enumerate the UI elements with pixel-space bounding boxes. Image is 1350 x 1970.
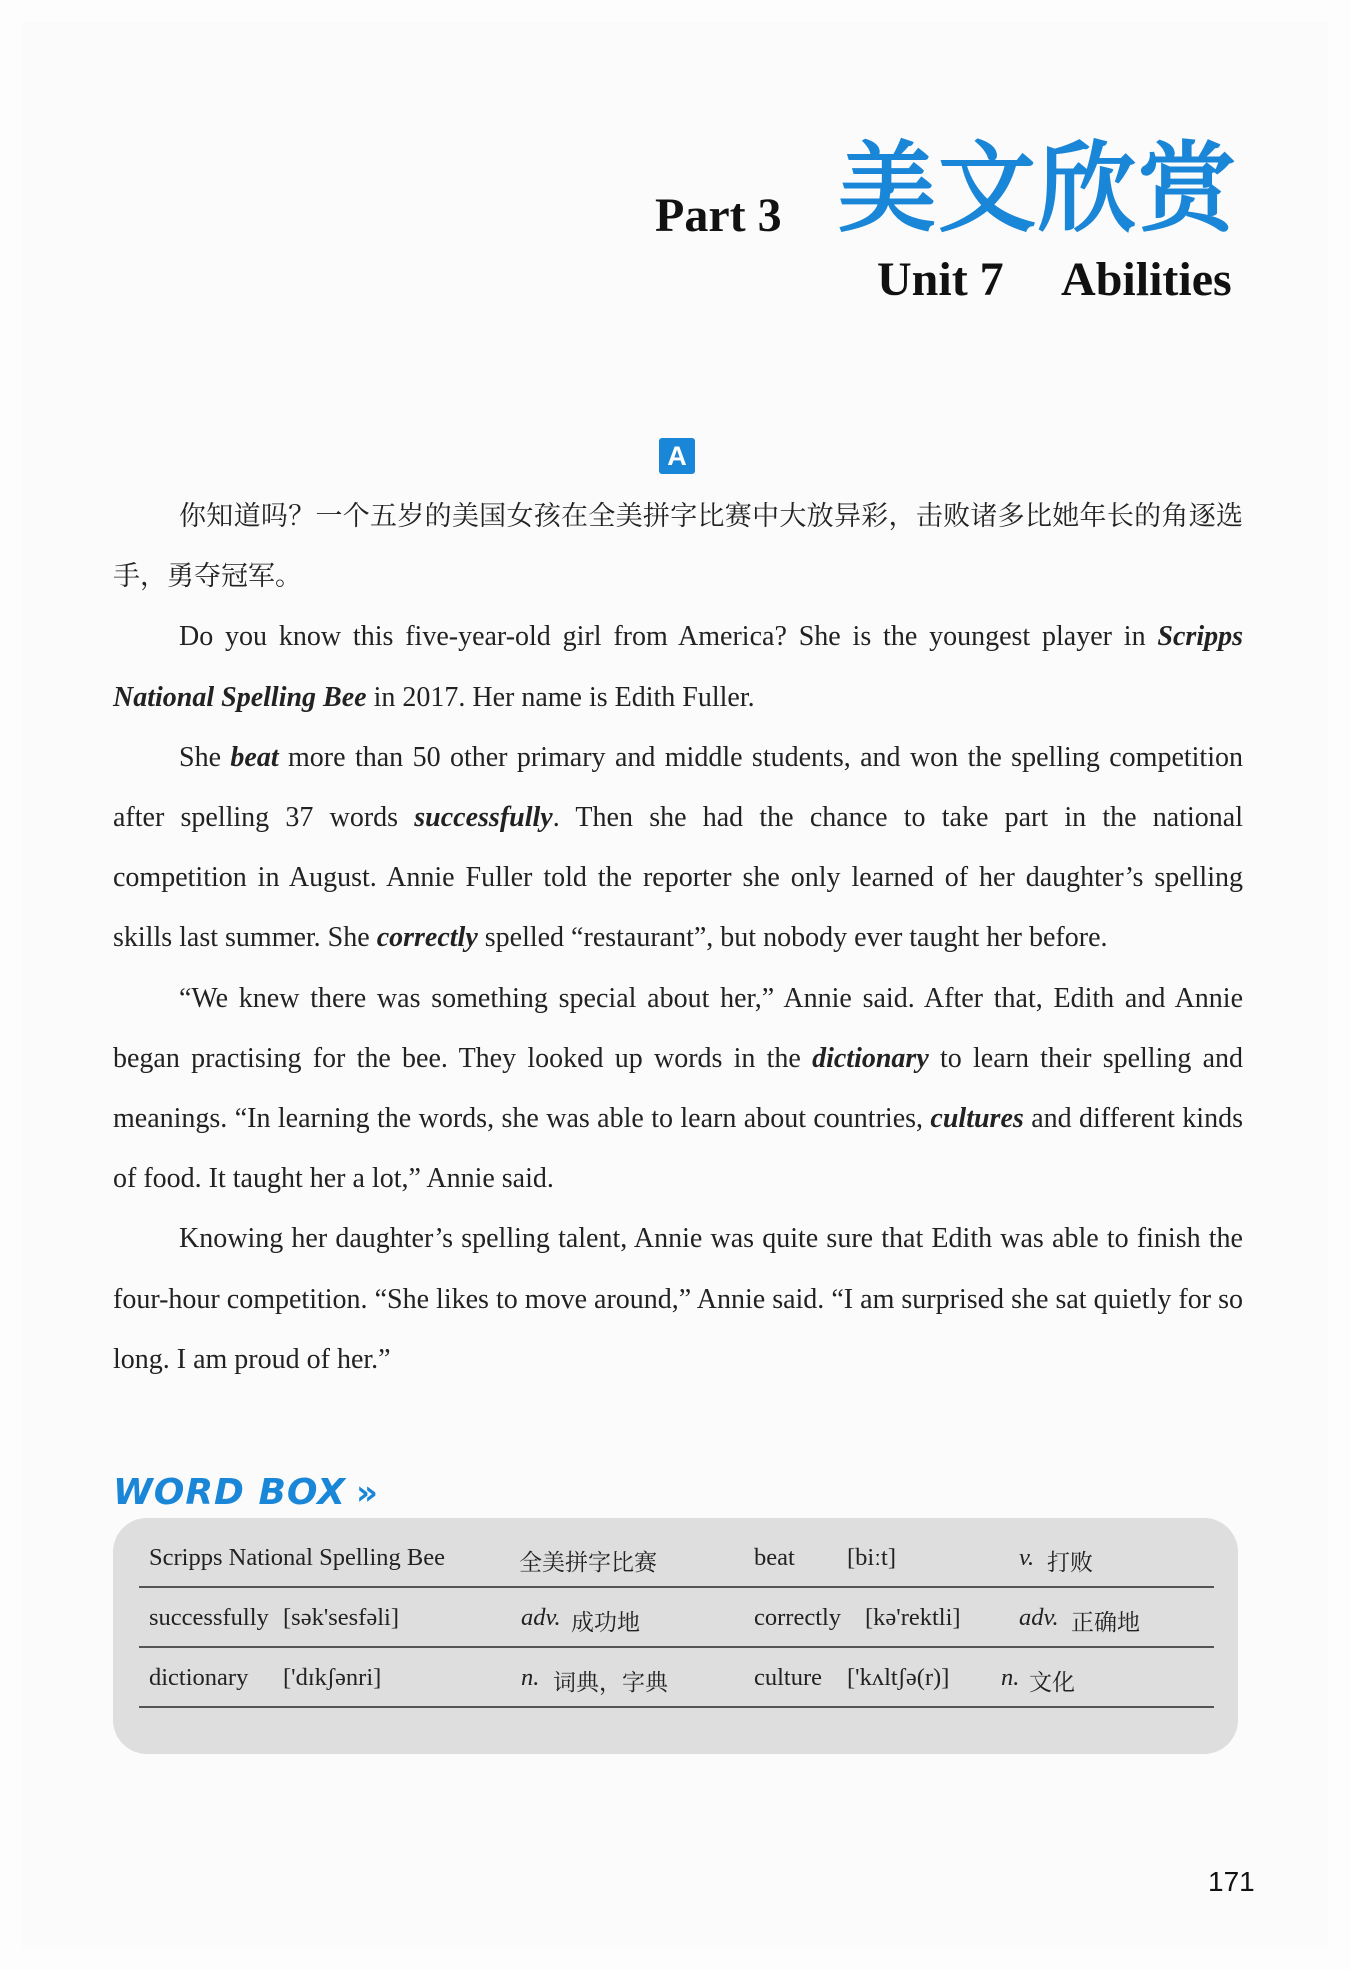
text-run: in 2017. Her name is Edith Fuller. xyxy=(366,681,755,713)
text-run: to learn their spelling and meanings. “In learning the words, she was able to learn about countries, xyxy=(113,1042,1244,1135)
part-label: Part 3 xyxy=(655,189,782,242)
vocab-phonetic: [biːt] xyxy=(847,1544,896,1571)
vocab-meaning: 文化 xyxy=(1029,1670,1075,1696)
vocab-pos: v. xyxy=(1019,1544,1035,1571)
vocab-phonetic: ['kʌltʃə(r)] xyxy=(847,1664,950,1691)
unit-title: Unit 7 Abilities xyxy=(877,253,1232,306)
keyword: correctly xyxy=(376,922,478,954)
vocab-pos: adv. xyxy=(521,1604,561,1631)
keyword: successfully xyxy=(414,802,553,834)
text-run: spelled “restaurant”, but nobody ever taught her before. xyxy=(477,922,1108,954)
text-run: Do you know this five-year-old girl from America? She is the youngest player in xyxy=(179,621,1158,653)
section-badge: A xyxy=(659,438,695,474)
text-run: “We knew there was something special about her,” Annie said. After that, Edith and Annie began practising for the bee. They looked up words in the xyxy=(113,982,1243,1074)
text-run: more than 50 other primary and middle students, and won the spelling competition after spelling 37 words xyxy=(113,741,1243,834)
vocab-pos: n. xyxy=(1001,1664,1020,1691)
vocab-word: successfully xyxy=(149,1604,269,1631)
article-paragraph-2 xyxy=(113,728,1243,969)
intro-paragraph-cn: 你知道吗？一个五岁的美国女孩在全美拼字比赛中大放异彩，击败诸多比她年长的角逐选手，勇夺冠军。 xyxy=(113,501,1243,593)
vocab-pos: adv. xyxy=(1019,1604,1059,1631)
vocab-word: culture xyxy=(754,1664,823,1691)
vocab-meaning: 成功地 xyxy=(571,1610,640,1636)
vocab-pos: n. xyxy=(521,1664,540,1691)
wordbox-row xyxy=(139,1646,1214,1708)
wordbox-panel xyxy=(113,1518,1238,1754)
article-paragraph-1 xyxy=(113,607,1243,727)
vocab-meaning: 词典，字典 xyxy=(553,1670,668,1696)
vocab-phonetic: ['dɪkʃənri] xyxy=(283,1664,382,1691)
wordbox-row xyxy=(139,1586,1214,1648)
section-title-cn: 美文欣赏 xyxy=(838,132,1239,246)
vocab-word: Scripps National Spelling Bee xyxy=(149,1544,445,1571)
vocab-meaning: 全美拼字比赛 xyxy=(519,1550,657,1576)
text-run: . Then she had the chance to take part in the national competition in August. Annie Fuller told the reporter she only learned of her daughter’s spelling skills last summer. She xyxy=(113,802,1243,954)
vocab-phonetic: [kə'rektli] xyxy=(865,1604,961,1631)
vocab-phonetic: [sək'sesfəli] xyxy=(283,1604,399,1631)
vocab-word: correctly xyxy=(754,1604,842,1631)
article-paragraph-4: Knowing her daughter’s spelling talent, Annie was quite sure that Edith was able to finish the four-hour competition. “She likes to move around,” Annie said. “I am surprised she sat quietly for so long. I am proud of her.” xyxy=(113,1223,1243,1375)
page-number: 171 xyxy=(1208,1866,1255,1897)
vocab-meaning: 打败 xyxy=(1047,1550,1093,1576)
keyword: cultures xyxy=(930,1103,1024,1135)
wordbox-row xyxy=(139,1526,1214,1588)
double-chevron-right-icon: » xyxy=(355,1473,379,1513)
vocab-word: beat xyxy=(754,1544,795,1571)
keyword: Scripps National Spelling Bee xyxy=(113,621,1243,713)
vocab-meaning: 正确地 xyxy=(1071,1610,1140,1636)
keyword: beat xyxy=(230,741,279,773)
wordbox-title-text: WORD BOX xyxy=(113,1472,346,1513)
article-body xyxy=(113,487,1243,1390)
vocab-word: dictionary xyxy=(149,1664,249,1691)
article-paragraph-3 xyxy=(113,969,1243,1210)
keyword: dictionary xyxy=(812,1042,929,1074)
text-run: and different kinds of food. It taught her a lot,” Annie said. xyxy=(113,1103,1243,1195)
text-run: She xyxy=(179,741,231,773)
wordbox-title xyxy=(113,1472,379,1513)
